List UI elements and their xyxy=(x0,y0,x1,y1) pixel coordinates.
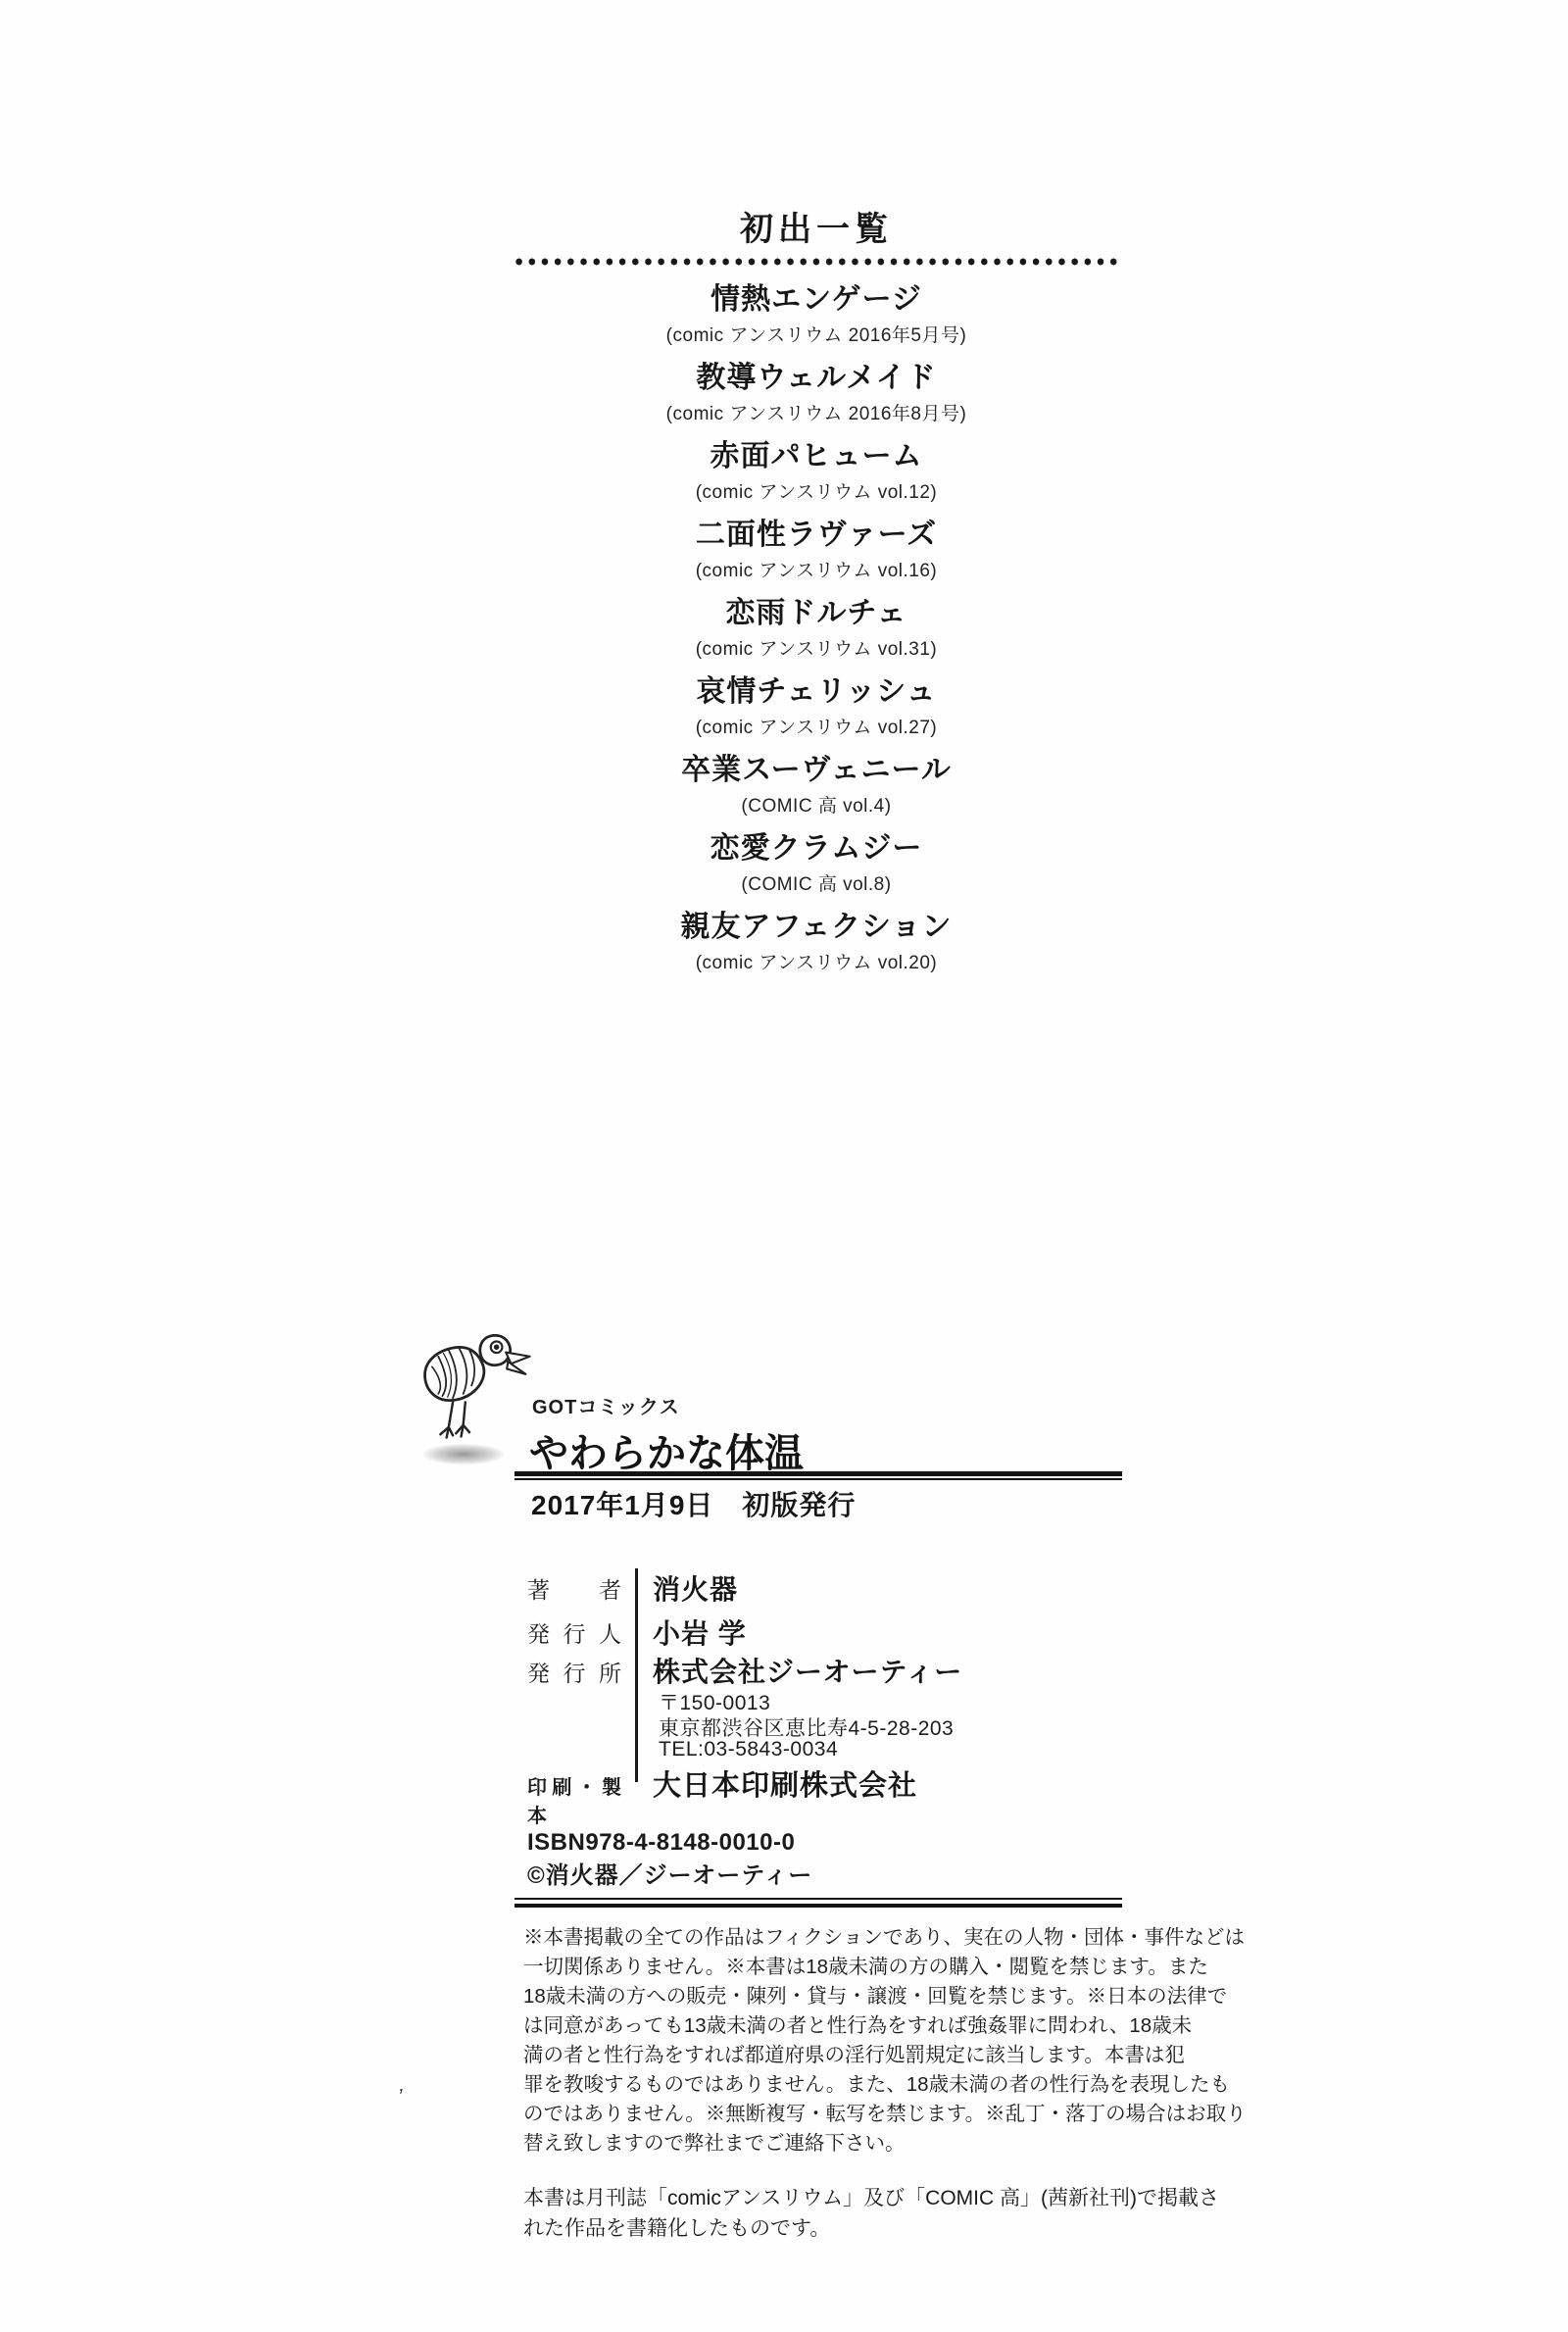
disclaimer-line: 満の者と性行為をすれば都道府県の淫行処罰規定に該当します。本書は犯 xyxy=(523,2044,1185,2066)
work-title: 教導ウェルメイド xyxy=(696,362,937,394)
work-title: 親友アフェクション xyxy=(680,911,953,943)
work-source: (COMIC 高 vol.4) xyxy=(741,796,892,817)
work-title: 恋愛クラムジー xyxy=(710,832,923,865)
disclaimer-line: 罪を教唆するものではありません。また、18歳未満の者の性行為を表現したも xyxy=(523,2073,1231,2096)
imprint-label: GOTコミックス xyxy=(532,1397,680,1418)
disclaimer-divider xyxy=(514,1898,1122,1908)
work-source: (comic アンスリウム 2016年8月号) xyxy=(665,404,967,424)
work-source: (comic アンスリウム vol.16) xyxy=(695,561,938,581)
isbn-number: ISBN978-4-8148-0010-0 xyxy=(527,1829,796,1856)
credit-value-publisher: 株式会社ジーオーティー xyxy=(653,1657,963,1687)
disclaimer-line: 替え致しますので弊社までご連絡下さい。 xyxy=(523,2132,906,2155)
work-source: (comic アンスリウム vol.27) xyxy=(695,718,938,738)
disclaimer-line: ※本書掲載の全ての作品はフィクションであり、実在の人物・団体・事件などは xyxy=(523,1926,1245,1949)
work-source: (comic アンスリウム vol.31) xyxy=(695,639,938,660)
copyright-line: ©消火器／ジーオーティー xyxy=(527,1862,813,1889)
publisher-postcode: 〒150-0013 xyxy=(659,1692,771,1714)
publisher-address: 東京都渋谷区恵比寿4-5-28-203 xyxy=(659,1717,955,1740)
publisher-phone: TEL:03-5843-0034 xyxy=(659,1738,839,1761)
credit-value-publisher-person: 小岩 学 xyxy=(653,1618,747,1649)
list-item xyxy=(513,514,1120,592)
credits-divider xyxy=(635,1568,638,1782)
list-item xyxy=(513,357,1120,435)
list-item xyxy=(513,670,1120,749)
bird-shadow xyxy=(423,1444,504,1464)
dotted-divider xyxy=(513,257,1120,267)
work-title: 哀情チェリッシュ xyxy=(696,675,937,708)
title-divider xyxy=(514,1471,1122,1480)
book-title: やわらかな体温 xyxy=(529,1432,804,1475)
legal-disclaimer xyxy=(523,1923,1247,2158)
disclaimer-line: は同意があっても13歳未満の者と性行為をすれば強姦罪に問われ、18歳未 xyxy=(523,2014,1193,2037)
work-title: 卒業スーヴェニール xyxy=(681,754,952,786)
list-item xyxy=(513,278,1120,357)
work-source: (comic アンスリウム 2016年5月号) xyxy=(665,325,967,346)
scan-artifact-mark: ’ xyxy=(396,2083,405,2109)
credit-value-printer: 大日本印刷株式会社 xyxy=(653,1770,918,1802)
note-line: 本書は月刊誌「comicアンスリウム」及び「COMIC 高」(茜新社刊)で掲載さ xyxy=(523,2187,1219,2209)
serialization-note xyxy=(523,2183,1219,2244)
disclaimer-line: 一切関係ありません。※本書は18歳未満の方の購入・閲覧を禁じます。また xyxy=(523,1956,1208,1978)
publication-list-title: 初出一覧 xyxy=(740,211,893,248)
work-title: 情熱エンゲージ xyxy=(710,283,922,316)
list-item xyxy=(513,749,1120,827)
bird-doodle-illustration xyxy=(417,1331,537,1441)
publication-list xyxy=(513,278,1120,984)
credit-label-publisher: 発行所 xyxy=(527,1661,621,1686)
work-source: (comic アンスリウム vol.12) xyxy=(695,482,938,503)
disclaimer-line: 18歳未満の方への販売・陳列・貸与・譲渡・回覧を禁じます。※日本の法律で xyxy=(523,1985,1228,2008)
credit-value-author: 消火器 xyxy=(653,1574,739,1605)
credit-label-printer: 印刷・製本 xyxy=(527,1777,621,1827)
work-title: 恋雨ドルチェ xyxy=(725,597,907,629)
work-title: 赤面パヒューム xyxy=(710,440,923,472)
work-source: (COMIC 高 vol.8) xyxy=(741,874,892,895)
disclaimer-line: のではありません。※無断複写・転写を禁じます。※乱丁・落丁の場合はお取り xyxy=(523,2103,1247,2125)
work-source: (comic アンスリウム vol.20) xyxy=(695,953,938,973)
list-item xyxy=(513,906,1120,984)
work-title: 二面性ラヴァーズ xyxy=(695,519,938,551)
list-item xyxy=(513,827,1120,906)
list-item xyxy=(513,435,1120,514)
edition-date: 2017年1月9日 初版発行 xyxy=(531,1490,857,1520)
list-item xyxy=(513,592,1120,670)
credit-label-author: 著者 xyxy=(527,1577,621,1603)
note-line: れた作品を書籍化したものです。 xyxy=(523,2217,831,2240)
credit-label-publisher-person: 発行人 xyxy=(527,1621,621,1647)
